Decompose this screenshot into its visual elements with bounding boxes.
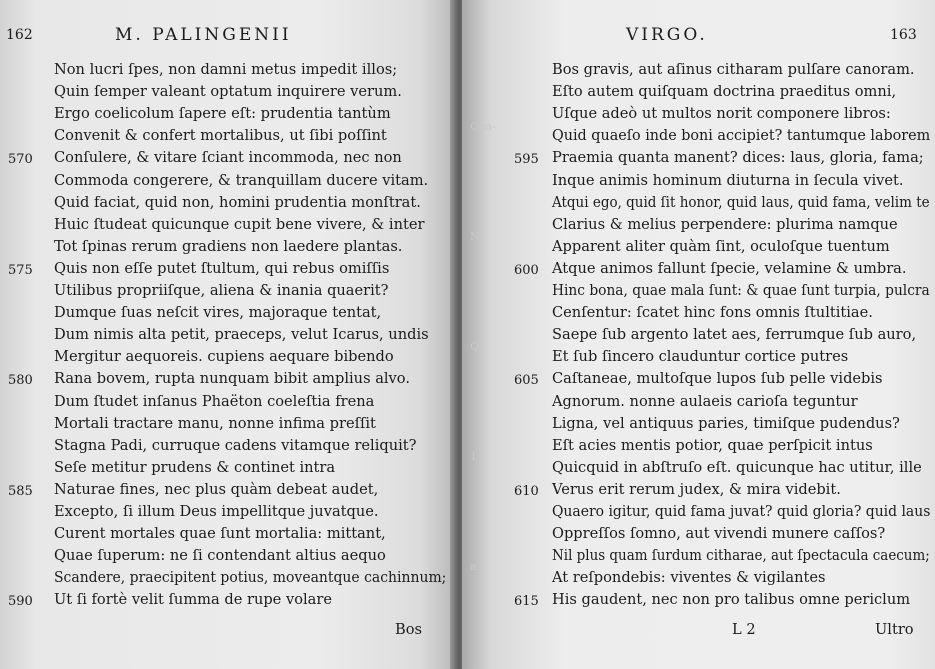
verse-line: Mergitur aequoreis. cupiens aequare bibendo <box>54 348 394 366</box>
bleedthrough-fragment: Q <box>470 340 480 353</box>
verse-line: Oppreſſos ſomno, aut vivendi munere caſſos? <box>552 525 886 543</box>
verse-line: Convenit & confert mortalibus, ut ſibi poſſint <box>54 127 387 145</box>
verse-line: Dum ſtudet inſanus Phaëton coeleſtia frena <box>54 392 375 410</box>
verse-number: 615 <box>514 594 539 610</box>
verse-line: Conſulere, & vitare ſciant incommoda, nec non <box>54 149 402 167</box>
verse-line: Seſe metitur prudens & continet intra <box>54 458 336 476</box>
verse-line: Hinc bona, quae mala ſunt: & quae ſunt turpia, pulcra <box>552 282 930 299</box>
verse-line: Eſt acies mentis potior, quae perſpicit intus <box>552 436 873 454</box>
verse-line: Nil plus quam ſurdum citharae, aut ſpectacula caecum; <box>552 547 930 565</box>
verse-line: Dum nimis alta petit, praeceps, velut Icarus, undis <box>54 326 429 344</box>
bleedthrough-fragment: 1 <box>470 450 477 463</box>
verse-line: Cenſentur: ſcatet hinc fons omnis ſtultitiae. <box>552 304 873 322</box>
verse-line: Utilibus propriiſque, aliena & inania quaerit? <box>54 282 389 299</box>
verse-line: Huic ſtudeat quicunque cupit bene vivere, & inter <box>54 215 425 233</box>
verse-line: Clarius & melius perpendere: plurima namque <box>552 215 898 233</box>
verse-line: Saepe ſub argento latet aes, ferrumque ſub auro, <box>552 326 917 344</box>
verse-line: At reſpondebis: viventes & vigilantes <box>552 569 826 587</box>
verse-line: Bos gravis, aut aſinus citharam pulſare canoram. <box>552 61 915 78</box>
right-page-number: 163 <box>890 27 917 43</box>
bleedthrough-fragment: a <box>470 560 477 573</box>
verse-line: Curent mortales quae ſunt mortalia: mittant, <box>54 525 386 543</box>
verse-line: Quid quaeſo inde boni accipiet? tantumque laborem <box>552 127 931 145</box>
verse-number: 595 <box>514 152 539 168</box>
bleedthrough-fragment: Con- <box>470 120 496 133</box>
verse-number: 610 <box>514 483 539 499</box>
verse-line: Agnorum. nonne aulaeis carioſa teguntur <box>552 392 858 410</box>
verse-line: Quicquid in abſtruſo eſt. quicunque hac utitur, ille <box>552 458 922 476</box>
verse-line: Mortali tractare manu, nonne infima preſſit <box>54 414 376 432</box>
verse-line: Eſto autem quiſquam doctrina praeditus omni, <box>552 83 897 101</box>
verse-number: 585 <box>8 483 33 499</box>
verse-line: Stagna Padi, curruque cadens vitamque reliquit? <box>54 436 417 454</box>
verse-line: Quid faciat, quid non, homini prudentia monſtrat. <box>54 193 421 211</box>
verse-line: Rana bovem, rupta nunquam bibit amplius alvo. <box>54 370 410 388</box>
verse-line: Uſque adeò ut multos norit componere libros: <box>552 105 891 123</box>
verse-line: Et ſub ſincero clauduntur cortice putres <box>552 348 849 366</box>
verse-line: Ergo coelicolum ſapere eſt: prudentia tantùm <box>54 105 391 123</box>
verse-line: Ut ſi fortè velit ſumma de rupe volare <box>54 591 332 609</box>
verse-line: Apparent aliter quàm ſint, oculoſque tuentum <box>552 237 890 255</box>
verse-line: His gaudent, nec non pro talibus omne periclum <box>552 591 911 609</box>
left-running-header: M. PALINGENII <box>115 25 292 45</box>
verse-line: Quis non eſſe putet ſtultum, qui rebus omiſſis <box>54 259 390 277</box>
verse-line: Ligna, vel antiquus paries, timiſque pudendus? <box>552 414 900 432</box>
verse-line: Quaero igitur, quid fama juvat? quid gloria? quid laus <box>552 503 931 520</box>
verse-number: 570 <box>8 152 33 168</box>
verse-line: Praemia quanta manent? dices: laus, gloria, fama; <box>552 149 924 167</box>
verse-line: Atque animos fallunt ſpecie, velamine & umbra. <box>552 259 907 277</box>
right-signature-mark: L 2 <box>732 621 756 638</box>
verse-line: Caſtaneae, multoſque lupos ſub pelle videbis <box>552 370 883 388</box>
verse-line: Quae ſuperum: ne ſi contendant altius aequo <box>54 547 386 565</box>
verse-line: Excepto, ſi illum Deus impellitque juvatque. <box>54 503 379 520</box>
verse-line: Scandere, praecipitent potius, moveantque cachinnum; <box>54 569 447 587</box>
verse-line: Dumque ſuas neſcit vires, majoraque tentat, <box>54 304 382 322</box>
verse-line: Quin ſemper valeant optatum inquirere verum. <box>54 83 402 101</box>
left-page-number: 162 <box>6 27 33 43</box>
verse-line: Commoda congerere, & tranquillam ducere vitam. <box>54 171 429 189</box>
verse-line: Naturae fines, nec plus quàm debeat audet, <box>54 480 379 498</box>
right-catchword: Ultro <box>875 621 914 638</box>
verse-number: 605 <box>514 373 539 389</box>
verse-line: Atqui ego, quid ſit honor, quid laus, quid fama, velim te <box>552 193 930 211</box>
bleedthrough-fragment: N <box>470 230 480 243</box>
verse-number: 575 <box>8 262 33 278</box>
right-page <box>462 0 935 669</box>
left-page <box>0 0 456 669</box>
verse-number: 590 <box>8 594 33 610</box>
right-running-header: VIRGO. <box>626 25 708 45</box>
verse-line: Inque animis hominum diuturna in ſecula vivet. <box>552 171 904 189</box>
left-catchword: Bos <box>395 621 422 638</box>
verse-line: Non lucri ſpes, non damni metus impedit illos; <box>54 61 398 78</box>
verse-line: Verus erit rerum judex, & mira videbit. <box>552 480 841 498</box>
verse-line: Tot ſpinas rerum gradiens non laedere plantas. <box>54 237 403 255</box>
verse-number: 580 <box>8 373 33 389</box>
verse-number: 600 <box>514 262 539 278</box>
